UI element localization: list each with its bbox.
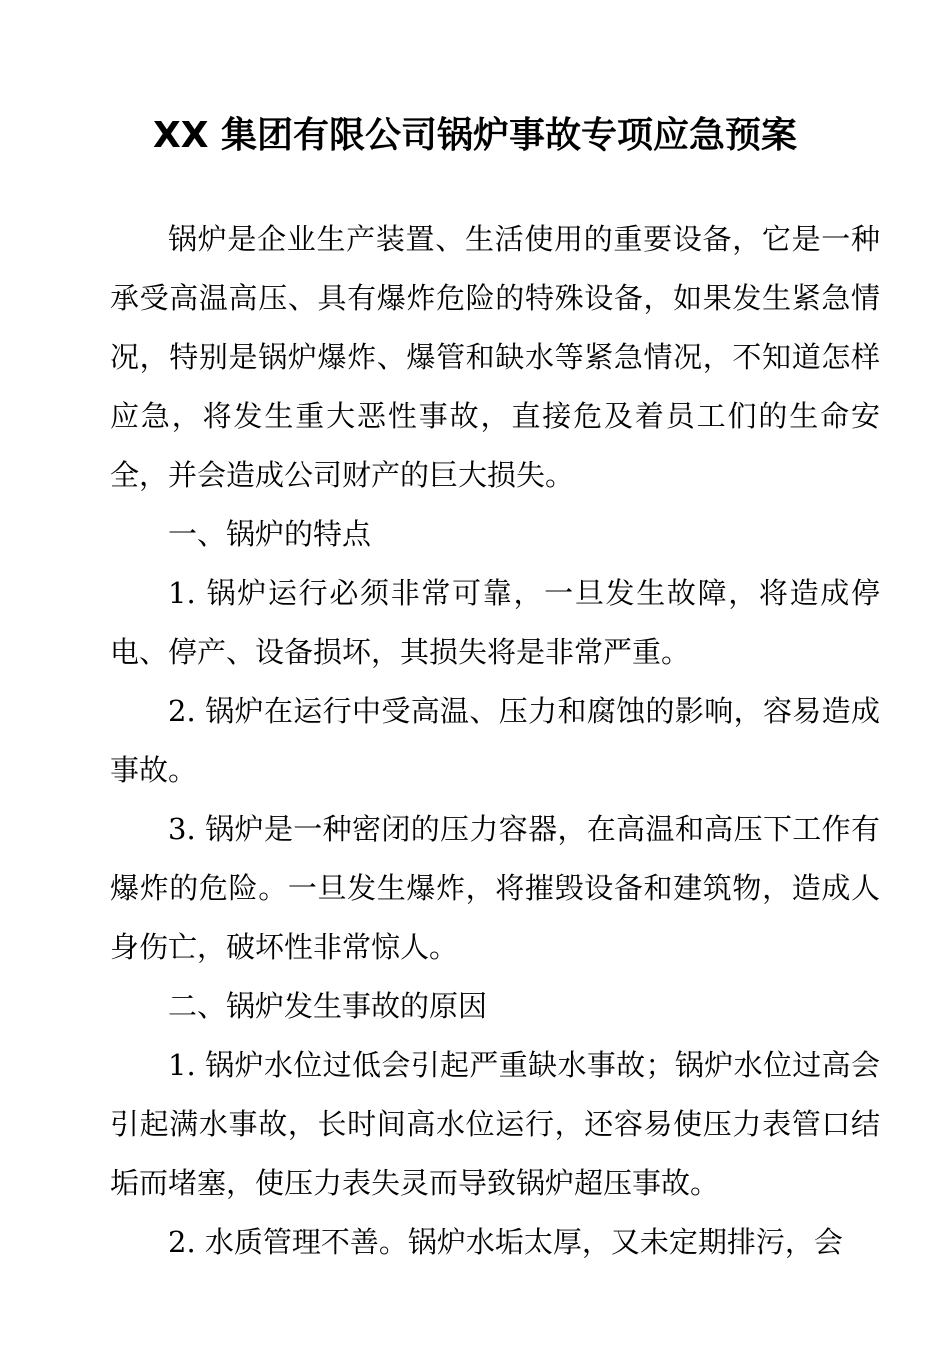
paragraph-feature-2: 2. 锅炉在运行中受高温、压力和腐蚀的影响，容易造成事故。 xyxy=(110,694,880,787)
paragraph-feature-1: 1. 锅炉运行必须非常可靠，一旦发生故障，将造成停电、停产、设备损坏，其损失将是非常严重。 xyxy=(110,576,880,669)
document-body xyxy=(110,210,880,1272)
paragraph-feature-3: 3. 锅炉是一种密闭的压力容器，在高温和高压下工作有爆炸的危险。一旦发生爆炸，将摧毁设备和建筑物，造成人身伤亡，破坏性非常惊人。 xyxy=(110,812,880,964)
section-heading-features: 一、锅炉的特点 xyxy=(168,517,372,551)
section-heading-causes: 二、锅炉发生事故的原因 xyxy=(168,989,488,1023)
paragraph-intro: 锅炉是企业生产装置、生活使用的重要设备，它是一种承受高温高压、具有爆炸危险的特殊设备，如果发生紧急情况，特别是锅炉爆炸、爆管和缺水等紧急情况，不知道怎样应急，将发生重大恶性事故，直接危及着员工们的生命安全，并会造成公司财产的巨大损失。 xyxy=(110,222,880,492)
document-title: XX 集团有限公司锅炉事故专项应急预案 xyxy=(152,115,798,156)
paragraph-cause-2: 2. 水质管理不善。锅炉水垢太厚，又未定期排污，会 xyxy=(168,1225,843,1259)
paragraph-cause-1: 1. 锅炉水位过低会引起严重缺水事故；锅炉水位过高会引起满水事故，长时间高水位运行，还容易使压力表管口结垢而堵塞，使压力表失灵而导致锅炉超压事故。 xyxy=(110,1048,880,1200)
